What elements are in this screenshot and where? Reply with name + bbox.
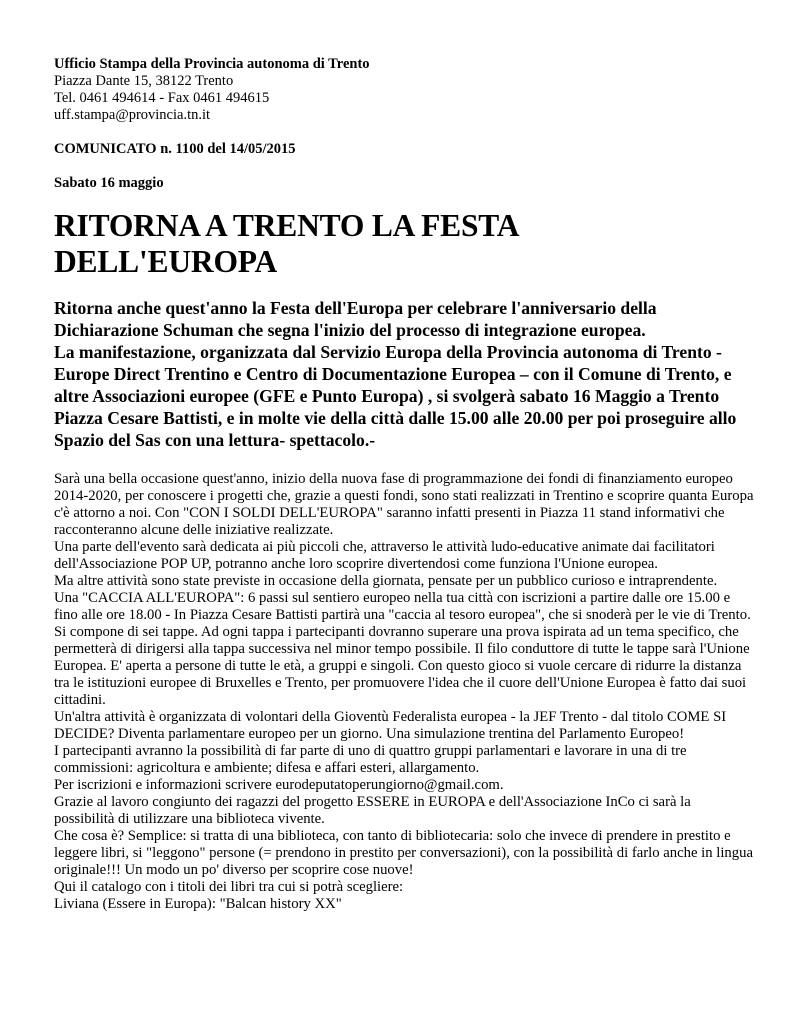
organization-name: Ufficio Stampa della Provincia autonoma di Trento bbox=[54, 56, 370, 72]
office-email: uff.stampa@provincia.tn.it bbox=[54, 107, 211, 123]
body-paragraph: Una parte dell'evento sarà dedicata ai più piccoli che, attraverso le attività ludo-educative animate dai facilitatori dell'Associazione POP UP, potranno anche loro scoprire divertendosi come funziona l'Unione europea. bbox=[54, 539, 715, 572]
body-paragraph: Per iscrizioni e informazioni scrivere eurodeputatoperungiorno@gmail.com. bbox=[54, 777, 504, 793]
body-paragraph: Ma altre attività sono state previste in occasione della giornata, pensate per un pubblico curioso e intraprendente. bbox=[54, 573, 718, 589]
press-release-number: COMUNICATO n. 1100 del 14/05/2015 bbox=[54, 141, 296, 157]
body-paragraph: Sarà una bella occasione quest'anno, inizio della nuova fase di programmazione dei fondi di finanziamento europeo 2014-2020, per conoscere i progetti che, grazie a questi fondi, sono stati realizzati in Trentino e scoprire quanta Europa c'è attorno a noi. Con "CON I SOLDI DELL'EUROPA" saranno infatti presenti in Piazza 11 stand informativi che racconteranno alcune delle iniziative realizzate. bbox=[54, 471, 754, 538]
body-paragraph: Un'altra attività è organizzata di volontari della Gioventù Federalista europea - la JEF Trento - dal titolo COME SI DECIDE? Diventa parlamentare europeo per un giorno. Una simulazione trentina del Parlamento Europeo! bbox=[54, 709, 727, 742]
headline-line: DELL'EUROPA bbox=[54, 244, 277, 279]
body-paragraph: Liviana (Essere in Europa): "Balcan history XX" bbox=[54, 896, 342, 912]
lead-paragraph: Ritorna anche quest'anno la Festa dell'Europa per celebrare l'anniversario della Dichiarazione Schuman che segna l'inizio del processo di integrazione europea. bbox=[54, 298, 657, 340]
body-paragraph: I partecipanti avranno la possibilità di far parte di uno di quattro gruppi parlamentari e lavorare in una di tre commissioni: agricoltura e ambiente; difesa e affari esteri, allargamento. bbox=[54, 743, 687, 776]
document-page bbox=[54, 56, 754, 913]
lead-paragraphs bbox=[54, 297, 754, 451]
lead-paragraph: La manifestazione, organizzata dal Servizio Europa della Provincia autonoma di Trento - Europe Direct Trentino e Centro di Documentazione Europea – con il Comune di Trento, e altre Associazioni europee (GFE e Punto Europa) , si svolgerà sabato 16 Maggio a Trento Piazza Cesare Battisti, e in molte vie della città dalle 15.00 alle 20.00 per poi proseguire allo Spazio del Sas con una lettura- spettacolo.- bbox=[54, 342, 737, 450]
office-phone: Tel. 0461 494614 - Fax 0461 494615 bbox=[54, 90, 270, 106]
body-paragraph: Una "CACCIA ALL'EUROPA": 6 passi sul sentiero europeo nella tua città con iscrizioni a partire dalle ore 15.00 e fino alle ore 18.00 - In Piazza Cesare Battisti partirà una "caccia al tesoro europea", che si snoderà per le vie di Trento. Si compone di sei tappe. Ad ogni tappa i partecipanti dovranno superare una prova ispirata ad un tema specifico, che permetterà di dirigersi alla tappa successiva nel minor tempo possibile. Il filo conduttore di tutte le tappe sarà l'Unione Europea. E' aperta a persone di tutte le età, a gruppi e singoli. Con questo gioco si vuole cercare di ridurre la distanza tra le istituzioni europee di Bruxelles e Trento, per promuovere l'idea che il cuore dell'Unione Europea è fatto dai suoi cittadini. bbox=[54, 590, 751, 708]
press-office-header bbox=[54, 56, 754, 124]
body-paragraph: Grazie al lavoro congiunto dei ragazzi del progetto ESSERE in EUROPA e dell'Associazione InCo ci sarà la possibilità di utilizzare una biblioteca vivente. bbox=[54, 794, 691, 827]
office-address: Piazza Dante 15, 38122 Trento bbox=[54, 73, 234, 89]
event-date: Sabato 16 maggio bbox=[54, 175, 164, 191]
headline-line: RITORNA A TRENTO LA FESTA bbox=[54, 208, 520, 243]
body-paragraph: Che cosa è? Semplice: si tratta di una biblioteca, con tanto di bibliotecaria: solo che invece di prendere in prestito e leggere libri, si "leggono" persone (= prendono in prestito per conversazioni), con la possibilità di farlo anche in lingua originale!!! Un modo un po' diverso per scoprire cose nuove! bbox=[54, 828, 753, 878]
headline bbox=[54, 208, 754, 280]
body-paragraph: Qui il catalogo con i titoli dei libri tra cui si potrà scegliere: bbox=[54, 879, 404, 895]
body-text bbox=[54, 471, 754, 913]
